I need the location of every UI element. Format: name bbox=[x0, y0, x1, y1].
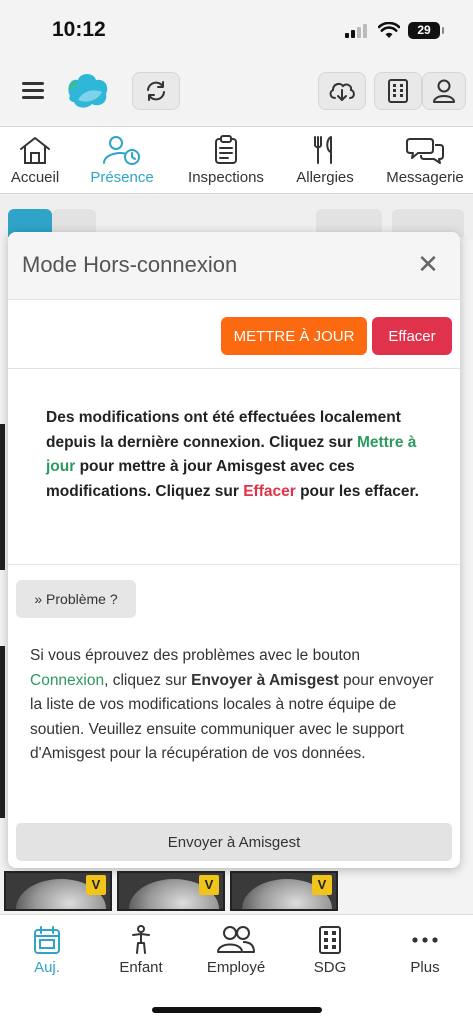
tab-messagerie[interactable] bbox=[380, 135, 470, 191]
child-icon bbox=[129, 925, 153, 955]
bottom-nav-label: Enfant bbox=[119, 959, 163, 976]
bottom-nav-enfant[interactable] bbox=[96, 925, 186, 976]
offline-mode-modal bbox=[8, 232, 460, 868]
connexion-link-text: Connexion bbox=[30, 671, 105, 689]
close-icon[interactable]: ✕ bbox=[417, 249, 439, 279]
bottom-nav-label: Plus bbox=[410, 959, 440, 976]
status-time: 10:12 bbox=[52, 18, 106, 41]
more-icon bbox=[410, 925, 440, 955]
sync-icon bbox=[144, 79, 168, 103]
status-badge: V bbox=[199, 875, 219, 895]
building-button[interactable] bbox=[374, 72, 422, 110]
home-icon bbox=[18, 135, 52, 165]
child-photo[interactable] bbox=[117, 871, 225, 911]
child-photo[interactable] bbox=[230, 871, 338, 911]
list-edge bbox=[0, 646, 5, 818]
message-text: pour mettre à jour Amisgest avec ces modifications. Cliquez sur bbox=[46, 458, 355, 500]
bottom-nav-label: Auj. bbox=[34, 959, 60, 976]
modal-header bbox=[8, 232, 460, 300]
send-to-amisgest-button[interactable]: Envoyer à Amisgest bbox=[16, 823, 452, 861]
clear-button[interactable]: Effacer bbox=[372, 317, 452, 355]
battery-level: 29 bbox=[417, 23, 431, 37]
tab-accueil[interactable] bbox=[4, 135, 66, 191]
clipboard-icon bbox=[213, 135, 239, 165]
modal-actions bbox=[8, 301, 460, 369]
signal-icon bbox=[345, 24, 371, 38]
chat-icon bbox=[406, 135, 444, 165]
home-indicator bbox=[152, 1007, 322, 1013]
battery-icon bbox=[408, 22, 440, 39]
user-icon bbox=[432, 78, 456, 104]
utensils-icon bbox=[311, 135, 339, 165]
tab-allergies[interactable] bbox=[292, 135, 358, 191]
tab-label: Inspections bbox=[188, 169, 264, 186]
offline-message bbox=[46, 406, 426, 504]
help-text-part: Si vous éprouvez des problèmes avec le bouton bbox=[30, 647, 361, 664]
modal-title: Mode Hors-connexion bbox=[22, 252, 238, 277]
app-header bbox=[0, 60, 473, 124]
bottom-nav-plus[interactable] bbox=[380, 925, 470, 976]
cloud-download-button[interactable] bbox=[318, 72, 366, 110]
message-text: pour les effacer. bbox=[295, 482, 419, 500]
menu-icon[interactable] bbox=[20, 80, 48, 102]
status-badge: V bbox=[312, 875, 332, 895]
list-edge bbox=[0, 424, 5, 570]
bottom-nav-label: SDG bbox=[313, 959, 347, 976]
divider bbox=[8, 564, 460, 565]
tab-label: Allergies bbox=[296, 169, 354, 186]
tab-label: Présence bbox=[90, 169, 154, 186]
tab-label: Accueil bbox=[10, 169, 60, 186]
help-text-part: pour envoyer la liste de vos modifications locales à notre équipe de soutien. Veuillez ensuite communiquer avec le support d'Amisgest pour la récupération de vos données. bbox=[30, 671, 434, 762]
tab-presence[interactable] bbox=[86, 135, 158, 191]
employees-icon bbox=[217, 925, 255, 955]
help-text bbox=[30, 644, 440, 767]
status-bar bbox=[0, 0, 473, 60]
calendar-icon bbox=[33, 925, 61, 955]
status-badge: V bbox=[86, 875, 106, 895]
update-button[interactable]: METTRE À JOUR bbox=[221, 317, 367, 355]
child-photo[interactable] bbox=[4, 871, 112, 911]
amisgest-logo bbox=[64, 70, 112, 110]
message-text: Des modifications ont été effectuées localement depuis la dernière connexion. Cliquez sur bbox=[46, 409, 401, 451]
tab-label: Messagerie bbox=[386, 169, 464, 186]
wifi-icon bbox=[378, 22, 400, 39]
chevron-double-down-icon: » bbox=[34, 591, 43, 607]
cloud-download-icon bbox=[327, 79, 357, 103]
sync-button[interactable] bbox=[132, 72, 180, 110]
bottom-nav-sdg[interactable] bbox=[285, 925, 375, 976]
update-link-text: Mettre à jour bbox=[46, 433, 417, 475]
help-text-part: , cliquez sur bbox=[104, 671, 192, 689]
problem-toggle-button[interactable] bbox=[16, 580, 136, 618]
bottom-nav-label: Employé bbox=[206, 959, 266, 976]
bottom-nav-employe[interactable] bbox=[191, 925, 281, 976]
building-icon bbox=[318, 925, 342, 955]
user-button[interactable] bbox=[422, 72, 466, 110]
tab-nav bbox=[0, 126, 473, 194]
building-icon bbox=[386, 78, 410, 104]
presence-icon bbox=[102, 135, 142, 165]
tab-inspections[interactable] bbox=[183, 135, 269, 191]
clear-link-text: Effacer bbox=[243, 482, 296, 500]
send-emphasis: Envoyer à Amisgest bbox=[191, 671, 339, 689]
problem-label: Problème ? bbox=[46, 591, 118, 607]
bottom-nav-today[interactable] bbox=[2, 925, 92, 976]
